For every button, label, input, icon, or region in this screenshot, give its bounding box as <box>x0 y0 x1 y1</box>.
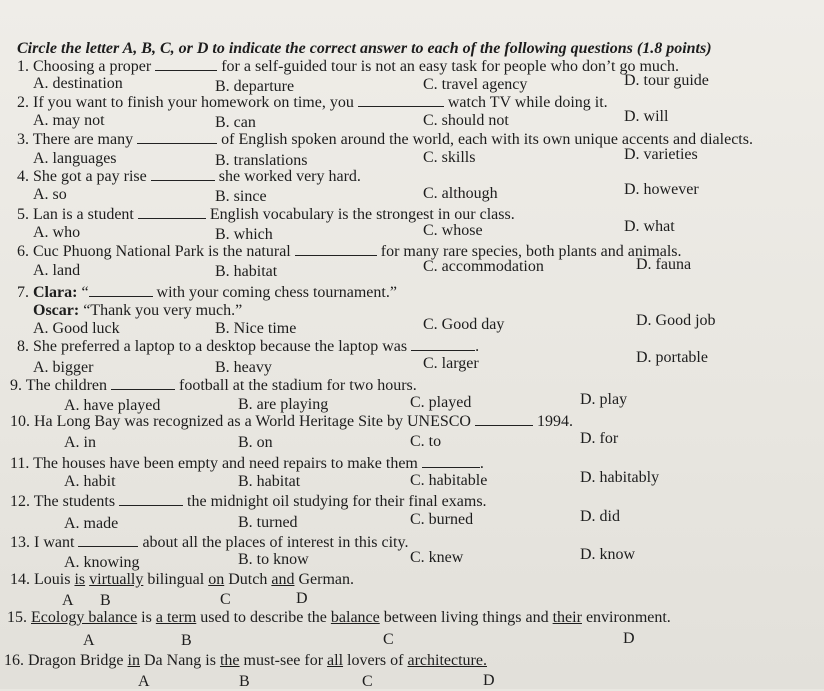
q7-option-b[interactable]: B. Nice time <box>215 320 297 337</box>
q3-option-b[interactable]: B. translations <box>215 152 308 169</box>
q4-option-c[interactable]: C. although <box>423 185 498 202</box>
q6-option-a[interactable]: A. land <box>33 262 81 279</box>
question-7-reply: Oscar: “Thank you very much.” <box>33 302 243 319</box>
q13-option-a[interactable]: A. knowing <box>64 554 140 571</box>
question-8-stem: 8. She preferred a laptop to a desktop because the laptop was . <box>17 338 480 355</box>
question-15-sentence: 15. Ecology balance is a term used to describe the balance between living things and their environment. <box>7 609 671 626</box>
q5-option-b[interactable]: B. which <box>215 226 273 243</box>
answer-blank <box>78 534 138 547</box>
answer-blank <box>422 455 480 468</box>
q3-option-d[interactable]: D. varieties <box>624 146 698 163</box>
q10-option-b[interactable]: B. on <box>238 434 273 451</box>
q2-option-d[interactable]: D. will <box>624 108 669 125</box>
q7-option-c[interactable]: C. Good day <box>423 316 505 333</box>
q2-option-a[interactable]: A. may not <box>33 112 105 129</box>
q11-option-c[interactable]: C. habitable <box>410 472 488 489</box>
q12-option-d[interactable]: D. did <box>580 508 620 525</box>
q8-option-c[interactable]: C. larger <box>423 355 479 372</box>
answer-blank <box>151 168 215 181</box>
question-2-stem: 2. If you want to finish your homework on time, you watch TV while doing it. <box>17 94 608 111</box>
q10-option-d[interactable]: D. for <box>580 430 619 447</box>
q1-option-c[interactable]: C. travel agency <box>423 76 528 93</box>
question-5-stem: 5. Lan is a student English vocabulary is the strongest in our class. <box>17 206 515 223</box>
q9-option-b[interactable]: B. are playing <box>238 396 329 413</box>
question-6-stem: 6. Cuc Phuong National Park is the natural for many rare species, both plants and animals. <box>17 243 682 260</box>
q8-option-b[interactable]: B. heavy <box>215 359 272 376</box>
q12-option-a[interactable]: A. made <box>64 515 119 532</box>
answer-blank <box>155 58 217 71</box>
question-14-sentence: 14. Louis is virtually bilingual on Dutch and German. <box>10 571 354 588</box>
q13-option-c[interactable]: C. knew <box>410 549 464 566</box>
answer-blank <box>89 284 153 297</box>
q5-option-c[interactable]: C. whose <box>423 222 483 239</box>
q16-option-b[interactable]: B <box>239 673 250 690</box>
q11-option-d[interactable]: D. habitably <box>580 469 660 486</box>
q3-option-a[interactable]: A. languages <box>33 150 117 167</box>
question-12-stem: 12. The students the midnight oil studying for their final exams. <box>10 493 487 510</box>
q11-option-b[interactable]: B. habitat <box>238 473 301 490</box>
q14-option-b[interactable]: B <box>100 592 111 609</box>
q2-option-c[interactable]: C. should not <box>423 112 509 129</box>
q15-option-c[interactable]: C <box>383 631 394 648</box>
q5-option-a[interactable]: A. who <box>33 224 81 241</box>
q6-option-d[interactable]: D. fauna <box>636 256 692 273</box>
q1-option-a[interactable]: A. destination <box>33 75 123 92</box>
answer-blank <box>119 493 183 506</box>
q1-option-d[interactable]: D. tour guide <box>624 72 709 89</box>
answer-blank <box>411 338 475 351</box>
q15-option-b[interactable]: B <box>181 632 192 649</box>
instructions-title: Circle the letter A, B, C, or D to indicate the correct answer to each of the following questions (1.8 points) <box>17 40 712 57</box>
q12-option-b[interactable]: B. turned <box>238 514 298 531</box>
q13-option-d[interactable]: D. know <box>580 546 636 563</box>
q9-option-d[interactable]: D. play <box>580 391 628 408</box>
q8-option-d[interactable]: D. portable <box>636 349 708 366</box>
q2-option-b[interactable]: B. can <box>215 114 256 131</box>
q15-option-d[interactable]: D <box>623 630 635 647</box>
answer-blank <box>295 243 377 256</box>
question-11-stem: 11. The houses have been empty and need repairs to make them . <box>10 455 484 472</box>
q13-option-b[interactable]: B. to know <box>238 551 309 568</box>
q10-option-a[interactable]: A. in <box>64 434 96 451</box>
q14-option-d[interactable]: D <box>296 590 308 607</box>
answer-blank <box>475 413 533 426</box>
q1-option-b[interactable]: B. departure <box>215 78 295 95</box>
q7-option-a[interactable]: A. Good luck <box>33 320 120 337</box>
question-9-stem: 9. The children football at the stadium for two hours. <box>10 377 417 394</box>
q5-option-d[interactable]: D. what <box>624 218 675 235</box>
q16-option-d[interactable]: D <box>483 672 495 689</box>
question-4-stem: 4. She got a pay rise she worked very hard. <box>17 168 361 185</box>
q16-option-c[interactable]: C <box>362 673 373 690</box>
q4-option-a[interactable]: A. so <box>33 186 67 203</box>
q9-option-a[interactable]: A. have played <box>64 397 161 414</box>
q16-option-a[interactable]: A <box>138 673 150 690</box>
q4-option-b[interactable]: B. since <box>215 188 267 205</box>
answer-blank <box>138 206 206 219</box>
q7-option-d[interactable]: D. Good job <box>636 312 716 329</box>
question-16-sentence: 16. Dragon Bridge in Da Nang is the must-see for all lovers of architecture. <box>4 652 487 669</box>
answer-blank <box>137 131 217 144</box>
q6-option-b[interactable]: B. habitat <box>215 263 278 280</box>
question-10-stem: 10. Ha Long Bay was recognized as a World Heritage Site by UNESCO 1994. <box>10 413 573 430</box>
question-7-stem: 7. Clara: “ with your coming chess tournament.” <box>17 284 397 301</box>
q11-option-a[interactable]: A. habit <box>64 473 116 490</box>
q14-option-a[interactable]: A <box>62 592 74 609</box>
question-13-stem: 13. I want about all the places of interest in this city. <box>10 534 409 551</box>
q14-option-c[interactable]: C <box>220 591 231 608</box>
question-3-stem: 3. There are many of English spoken around the world, each with its own unique accents and dialects. <box>17 131 753 148</box>
q10-option-c[interactable]: C. to <box>410 433 442 450</box>
question-1-stem: 1. Choosing a proper for a self-guided tour is not an easy task for people who don’t go much. <box>17 58 680 75</box>
q6-option-c[interactable]: C. accommodation <box>423 258 544 275</box>
answer-blank <box>111 377 175 390</box>
answer-blank <box>358 94 444 107</box>
q4-option-d[interactable]: D. however <box>624 181 699 198</box>
q9-option-c[interactable]: C. played <box>410 394 472 411</box>
q8-option-a[interactable]: A. bigger <box>33 359 94 376</box>
q3-option-c[interactable]: C. skills <box>423 149 476 166</box>
q12-option-c[interactable]: C. burned <box>410 511 474 528</box>
q15-option-a[interactable]: A <box>83 632 95 649</box>
